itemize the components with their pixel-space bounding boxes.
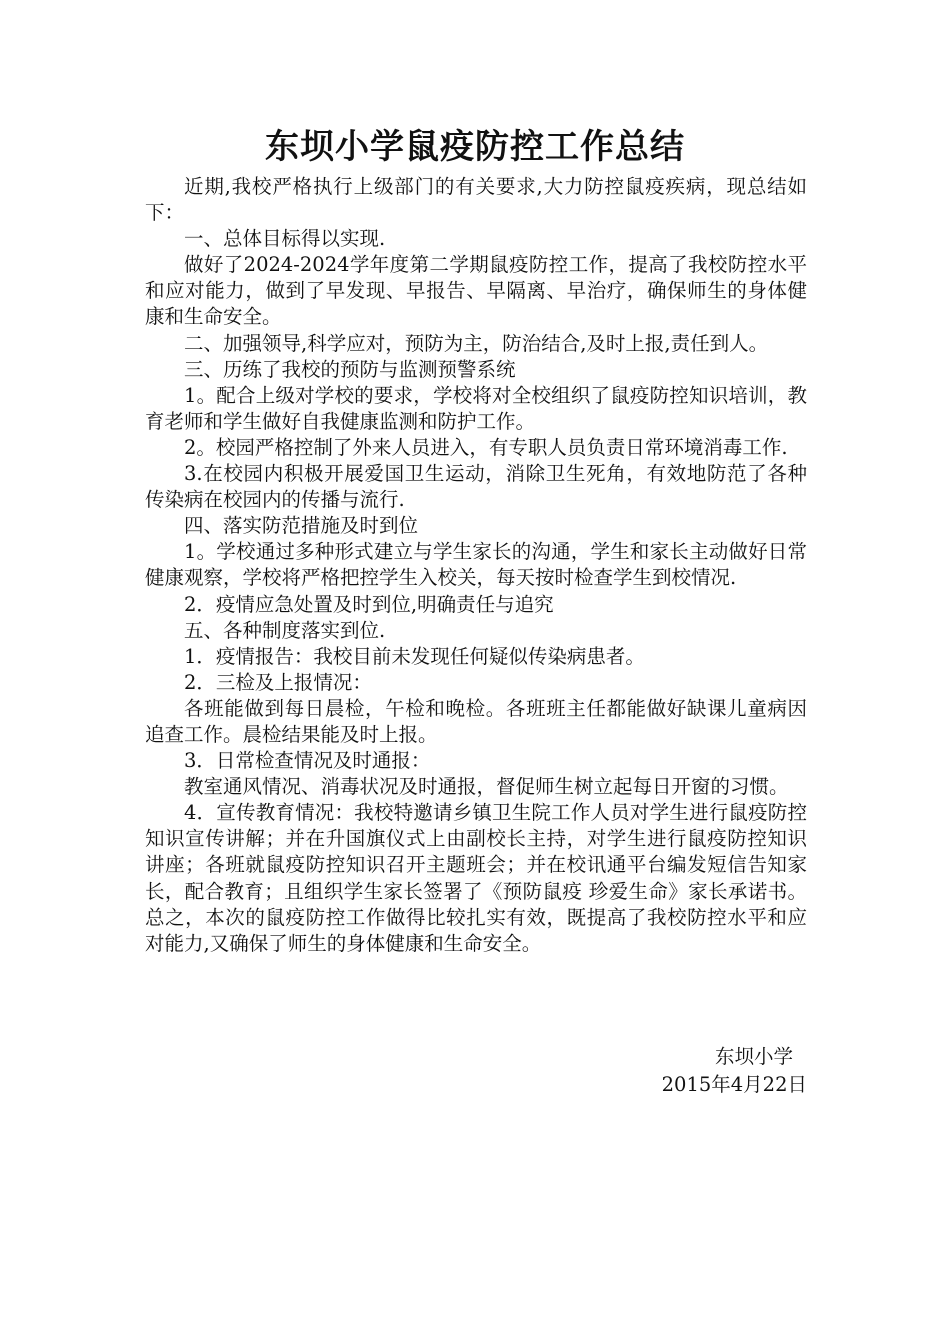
list-item: 2．三检及上报情况： xyxy=(184,670,372,694)
list-item: 1。配合上级对学校的要求，学校将对全校组织了鼠疫防控知识培训，教育老师和学生做好自我健康监测和防护工作。 xyxy=(145,383,807,433)
signature-block xyxy=(662,1043,807,1099)
list-item: 4．宣传教育情况：我校特邀请乡镇卫生院工作人员对学生进行鼠疫防控知识宣传讲解；并在升国旗仪式上由副校长主持，对学生进行鼠疫防控知识讲座；各班就鼠疫防控知识召开主题班会；并在校讯通平台编发短信告知家长，配合教育；且组织学生家长签署了《预防鼠疫 珍爱生命》家长承诺书。总之，本次的鼠疫防控工作做得比较扎实有效，既提高了我校防控水平和应对能力,又确保了师生的身体健康和生命安全。 xyxy=(145,801,807,955)
section-heading-3: 三、历练了我校的预防与监测预警系统 xyxy=(184,357,516,381)
paragraph: 教室通风情况、消毒状况及时通报，督促师生树立起每日开窗的习惯。 xyxy=(184,775,789,799)
list-item: 3.在校园内积极开展爱国卫生运动，消除卫生死角，有效地防范了各种传染病在校园内的传播与流行. xyxy=(145,462,807,512)
document-title: 东坝小学鼠疫防控工作总结 xyxy=(265,127,685,167)
list-item: 2．疫情应急处置及时到位,明确责任与追究 xyxy=(184,592,554,616)
signature-school: 东坝小学 xyxy=(714,1045,793,1068)
paragraph-intro: 近期,我校严格执行上级部门的有关要求,大力防控鼠疫疾病，现总结如下： xyxy=(145,175,807,225)
list-item: 2。校园严格控制了外来人员进入，有专职人员负责日常环境消毒工作. xyxy=(184,435,788,459)
section-heading-1: 一、总体目标得以实现. xyxy=(184,227,386,251)
section-heading-5: 五、各种制度落实到位. xyxy=(184,618,386,642)
section-heading-2: 二、加强领导,科学应对，预防为主，防治结合,及时上报,责任到人。 xyxy=(184,331,769,355)
list-item: 3．日常检查情况及时通报： xyxy=(184,749,431,773)
section-heading-4: 四、落实防范措施及时到位 xyxy=(184,514,419,538)
signature-date: 2015年4月22日 xyxy=(661,1073,807,1096)
list-item: 1。学校通过多种形式建立与学生家长的沟通，学生和家长主动做好日常健康观察，学校将严格把控学生入校关，每天按时检查学生到校情况. xyxy=(145,540,807,590)
list-item: 1．疫情报告：我校目前未发现任何疑似传染病患者。 xyxy=(184,644,645,668)
document-body xyxy=(145,174,807,957)
paragraph: 做好了2024-2024学年度第二学期鼠疫防控工作，提高了我校防控水平和应对能力，做到了早发现、早报告、早隔离、早治疗，确保师生的身体健康和生命安全。 xyxy=(145,253,807,329)
paragraph: 各班能做到每日晨检，午检和晚检。各班班主任都能做好缺课儿童病因追查工作。晨检结果能及时上报。 xyxy=(145,696,807,746)
